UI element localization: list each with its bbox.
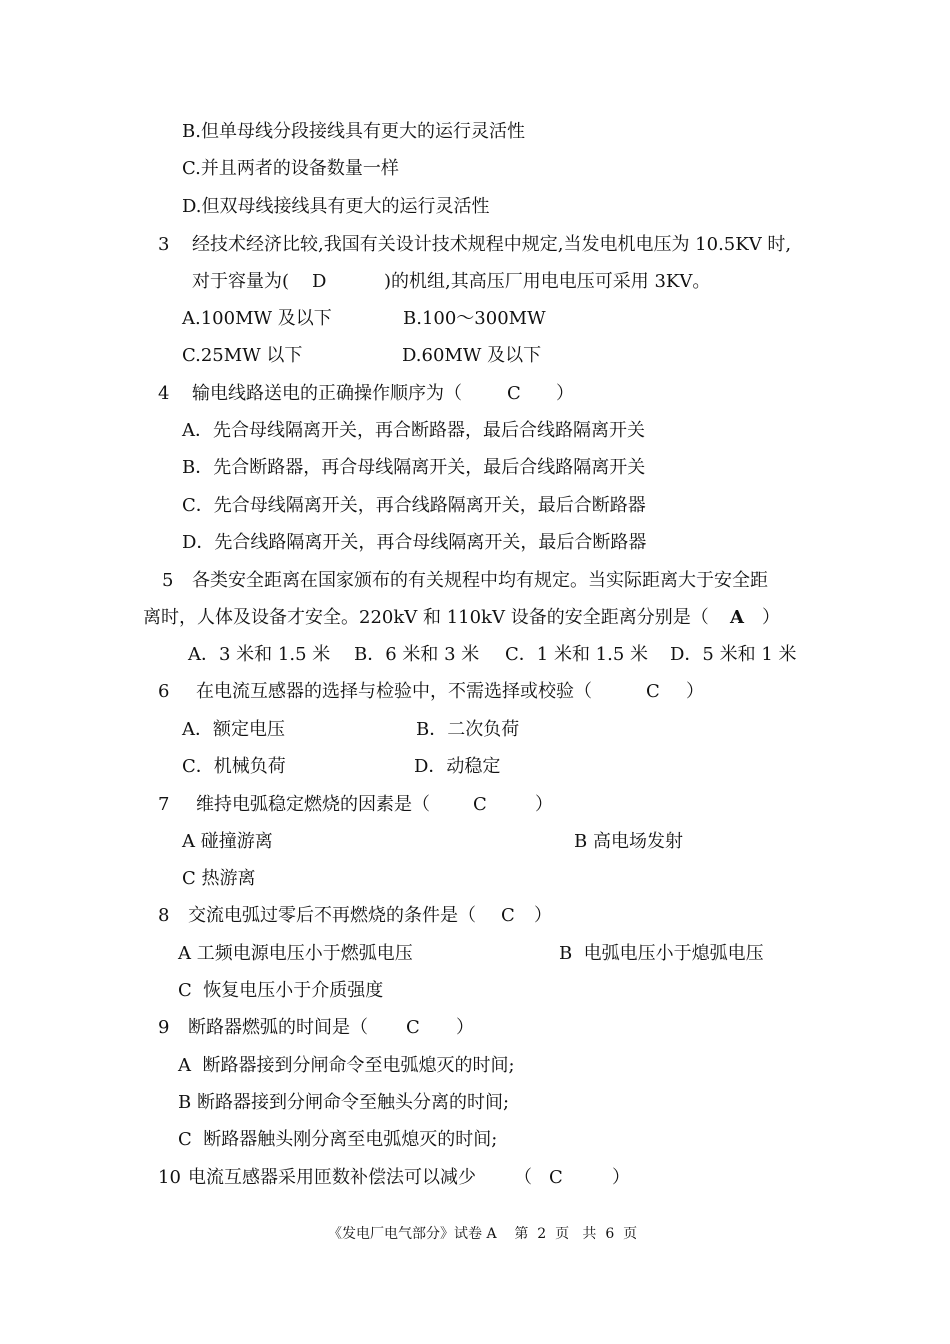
q8-option-c: C 恢复电压小于介质强度 (178, 980, 384, 1001)
q3-option-a: A.100MW 及以下 (182, 308, 332, 329)
q9-number: 9 (158, 1017, 170, 1038)
q8-stem: 交流电弧过零后不再燃烧的条件是（ (188, 905, 476, 926)
q3-option-d: D.60MW 及以下 (402, 345, 542, 366)
q10-number: 10 (158, 1167, 181, 1188)
q8-option-a: A 工频电源电压小于燃弧电压 (178, 943, 413, 964)
q4-stem: 输电线路送电的正确操作顺序为（ (192, 383, 462, 404)
q5-option-a: A．3 米和 1.5 米 (188, 644, 331, 665)
q4-option-a: A．先合母线隔离开关，再合断路器，最后合线路隔离开关 (182, 420, 645, 441)
q9-stem: 断路器燃弧的时间是（ (188, 1017, 368, 1038)
q10-close: ） (612, 1167, 630, 1188)
q4-close: ） (556, 383, 574, 404)
q9-option-b: B 断路器接到分闸命令至触头分离的时间; (178, 1092, 510, 1113)
q6-answer: C (646, 681, 660, 702)
q7-stem: 维持电弧稳定燃烧的因素是（ (196, 794, 430, 815)
q8-close: ） (534, 905, 552, 926)
q2-option-d: D.但双母线接线具有更大的运行灵活性 (182, 196, 490, 217)
q4-answer: C (507, 383, 521, 404)
q3-option-b: B.100～300MW (403, 308, 546, 329)
q9-option-a: A 断路器接到分闸命令至电弧熄灭的时间; (178, 1055, 515, 1076)
q4-option-c: C．先合母线隔离开关，再合线路隔离开关，最后合断路器 (182, 495, 646, 516)
q6-option-b: B．二次负荷 (416, 719, 520, 740)
q6-option-c: C．机械负荷 (182, 756, 286, 777)
q4-option-d: D．先合线路隔离开关，再合母线隔离开关，最后合断路器 (182, 532, 647, 553)
q6-close: ） (686, 681, 704, 702)
page-footer: 《发电厂电气部分》试卷 A 第 2 页 共 6 页 (328, 1226, 638, 1242)
q3-stem-pre: 对于容量为( (192, 271, 290, 292)
q9-close: ） (456, 1017, 474, 1038)
q6-option-d: D．动稳定 (414, 756, 501, 777)
q3-stem-line1: 经技术经济比较,我国有关设计技术规程中规定,当发电机电压为 10.5KV 时, (192, 234, 792, 255)
q6-number: 6 (158, 681, 170, 702)
q7-option-c: C 热游离 (182, 868, 256, 889)
q7-close: ） (535, 794, 553, 815)
q3-stem-post: )的机组,其高压厂用电电压可采用 3KV。 (384, 271, 711, 292)
q10-stem: 电流互感器采用匝数补偿法可以减少 (188, 1167, 476, 1188)
q2-option-c: C.并且两者的设备数量一样 (182, 158, 399, 179)
q3-answer: D (312, 271, 327, 292)
q4-number: 4 (158, 383, 170, 404)
q8-option-b: B 电弧电压小于熄弧电压 (559, 943, 764, 964)
q7-option-a: A 碰撞游离 (182, 831, 273, 852)
q5-stem-line2: 离时，人体及设备才安全。220kV 和 110kV 设备的安全距离分别是（ (143, 607, 709, 628)
q3-option-c: C.25MW 以下 (182, 345, 303, 366)
q7-option-b: B 高电场发射 (574, 831, 683, 852)
q10-open: （ (514, 1167, 532, 1188)
q4-option-b: B．先合断路器，再合母线隔离开关，最后合线路隔离开关 (182, 457, 646, 478)
q9-option-c: C 断路器触头刚分离至电弧熄灭的时间; (178, 1129, 498, 1150)
q3-number: 3 (158, 234, 170, 255)
q5-option-d: D．5 米和 1 米 (670, 644, 797, 665)
q5-close: ） (762, 607, 780, 628)
q9-answer: C (406, 1017, 420, 1038)
q7-answer: C (473, 794, 487, 815)
q8-number: 8 (158, 905, 170, 926)
q5-option-c: C．1 米和 1.5 米 (505, 644, 649, 665)
q8-answer: C (501, 905, 515, 926)
q6-stem: 在电流互感器的选择与检验中，不需选择或校验（ (196, 681, 592, 702)
q6-option-a: A．额定电压 (182, 719, 285, 740)
q5-answer: A (730, 607, 744, 628)
q2-option-b: B.但单母线分段接线具有更大的运行灵活性 (182, 121, 525, 142)
q5-option-b: B．6 米和 3 米 (354, 644, 480, 665)
q7-number: 7 (158, 794, 170, 815)
q5-stem-line1: 各类安全距离在国家颁布的有关规程中均有规定。当实际距离大于安全距 (192, 570, 768, 591)
q10-answer: C (549, 1167, 563, 1188)
q5-number: 5 (162, 570, 174, 591)
